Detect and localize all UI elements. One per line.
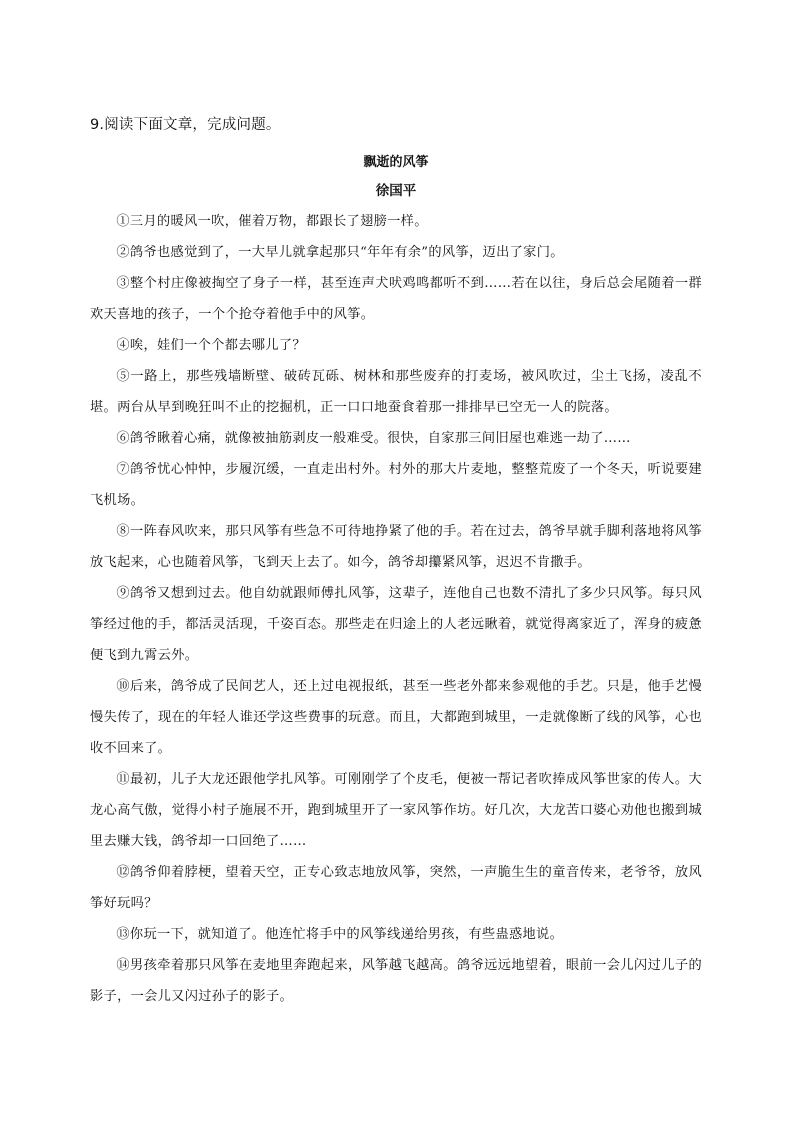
question-prompt: 9.阅读下面文章，完成问题。 <box>90 117 281 133</box>
paragraph-13: ⑬你玩一下，就知道了。他连忙将手中的风筝线递给男孩，有些蛊惑地说。 <box>116 927 564 942</box>
paragraph-11: ⑪最初，儿子大龙还跟他学扎风筝。可刚刚学了个皮毛，便被一帮记者吹捧成风筝世家的传人。大龙心高气傲，觉得小村子施展不开，跑到城里开了一家风筝作坊。好几次，大龙苦口婆心劝他也搬到城里去赚大钱，鸽爷却一口回绝了…… <box>90 772 702 849</box>
article-author: 徐国平 <box>375 183 417 199</box>
article-body <box>90 206 702 1012</box>
paragraph-3: ③整个村庄像被掏空了身子一样，甚至连声犬吠鸡鸣都听不到……若在以往，身后总会尾随着一群欢天喜地的孩子，一个个抢夺着他手中的风筝。 <box>90 276 702 322</box>
document-page <box>90 112 702 1012</box>
paragraph-2: ②鸽爷也感觉到了，一大早儿就拿起那只“年年有余”的风筝，迈出了家门。 <box>116 245 564 260</box>
paragraph-7: ⑦鸽爷忧心忡忡，步履沉缓，一直走出村外。村外的那大片麦地，整整荒废了一个冬天，听说要建飞机场。 <box>90 462 702 508</box>
paragraph-10: ⑩后来，鸽爷成了民间艺人，还上过电视报纸，甚至一些老外都来参观他的手艺。只是，他手艺慢慢失传了，现在的年轻人谁还学这些费事的玩意。而且，大都跑到城里，一走就像断了线的风筝，心也收不回来了。 <box>90 679 702 756</box>
paragraph-14: ⑭男孩牵着那只风筝在麦地里奔跑起来，风筝越飞越高。鸽爷远远地望着，眼前一会儿闪过儿子的影子，一会儿又闪过孙子的影子。 <box>90 958 702 1004</box>
paragraph-4: ④唉，娃们一个个都去哪儿了？ <box>116 338 306 353</box>
paragraph-8: ⑧一阵春风吹来，那只风筝有些急不可待地挣紧了他的手。若在过去，鸽爷早就手脚利落地将风筝放飞起来，心也随着风筝，飞到天上去了。如今，鸽爷却攥紧风筝，迟迟不肯撒手。 <box>90 524 702 570</box>
paragraph-6: ⑥鸽爷瞅着心痛，就像被抽筋剥皮一般难受。很快，自家那三间旧屋也难逃一劫了…… <box>116 431 631 446</box>
paragraph-5: ⑤一路上，那些残墙断壁、破砖瓦砾、树林和那些废弃的打麦场，被风吹过，尘土飞扬，凌乱不堪。两台从早到晚狂叫不止的挖掘机，正一口口地蚕食着那一排排早已空无一人的院落。 <box>90 369 702 415</box>
paragraph-9: ⑨鸽爷又想到过去。他自幼就跟师傅扎风筝，这辈子，连他自己也数不清扎了多少只风筝。每只风筝经过他的手，都活灵活现，千姿百态。那些走在归途上的人老远瞅着，就觉得离家近了，浑身的疲惫便飞到九霄云外。 <box>90 586 702 663</box>
paragraph-1: ①三月的暖风一吹，催着万物，都跟长了翅膀一样。 <box>116 214 428 229</box>
article-title: 飘逝的风筝 <box>363 155 429 170</box>
paragraph-12: ⑫鸽爷仰着脖梗，望着天空，正专心致志地放风筝，突然，一声脆生生的童音传来，老爷爷，放风筝好玩吗？ <box>90 865 702 911</box>
